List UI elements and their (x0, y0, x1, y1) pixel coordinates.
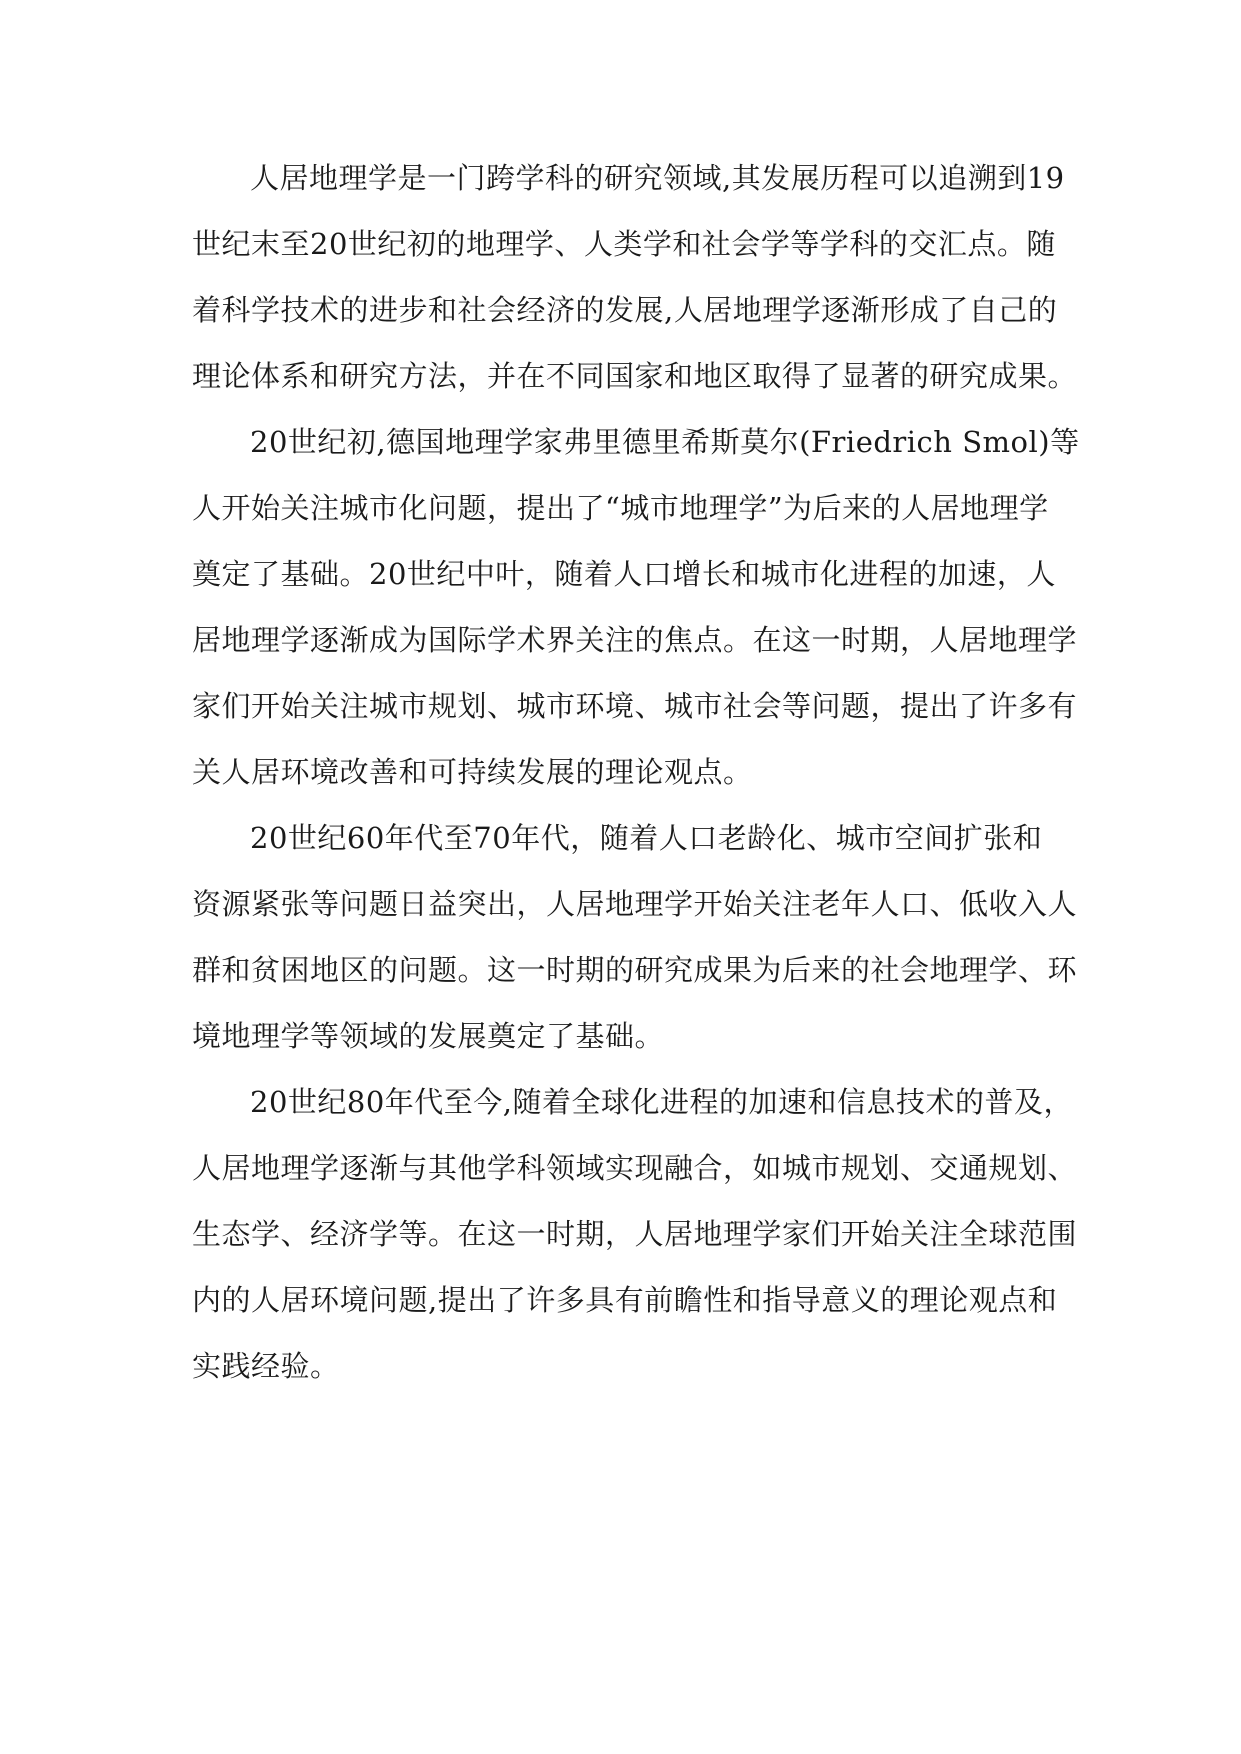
text-line: 实践经验。 (192, 1349, 340, 1383)
text-line: 奠定了基础。20世纪中叶，随着人口增长和城市化进程的加速，人 (192, 557, 1056, 591)
text-line: 生态学、经济学等。在这一时期，人居地理学家们开始关注全球范围 (192, 1217, 1078, 1251)
text-line: 20世纪初,德国地理学家弗里德里希斯莫尔(Friedrich Smol)等 (250, 425, 1080, 459)
text-line: 世纪末至20世纪初的地理学、人类学和社会学等学科的交汇点。随 (192, 227, 1056, 261)
text-line: 居地理学逐渐成为国际学术界关注的焦点。在这一时期，人居地理学 (192, 623, 1078, 657)
text-line: 20世纪80年代至今,随着全球化进程的加速和信息技术的普及， (250, 1085, 1074, 1119)
text-line: 理论体系和研究方法，并在不同国家和地区取得了显著的研究成果。 (192, 359, 1078, 393)
text-line: 关人居环境改善和可持续发展的理论观点。 (192, 755, 753, 789)
text-line: 人居地理学逐渐与其他学科领域实现融合，如城市规划、交通规划、 (192, 1151, 1078, 1185)
text-line: 20世纪60年代至70年代，随着人口老龄化、城市空间扩张和 (250, 821, 1043, 855)
text-line: 人开始关注城市化问题，提出了“城市地理学”为后来的人居地理学 (192, 491, 1049, 525)
body-text (192, 145, 1080, 1399)
text-line: 资源紧张等问题日益突出，人居地理学开始关注老年人口、低收入人 (192, 887, 1078, 921)
text-line: 家们开始关注城市规划、城市环境、城市社会等问题，提出了许多有 (192, 689, 1078, 723)
text-line: 着科学技术的进步和社会经济的发展,人居地理学逐渐形成了自己的 (192, 293, 1058, 327)
text-line: 内的人居环境问题,提出了许多具有前瞻性和指导意义的理论观点和 (192, 1283, 1058, 1317)
text-line: 境地理学等领域的发展奠定了基础。 (192, 1019, 665, 1053)
text-line: 群和贫困地区的问题。这一时期的研究成果为后来的社会地理学、环 (192, 953, 1078, 987)
text-line: 人居地理学是一门跨学科的研究领域,其发展历程可以追溯到19 (250, 161, 1065, 195)
